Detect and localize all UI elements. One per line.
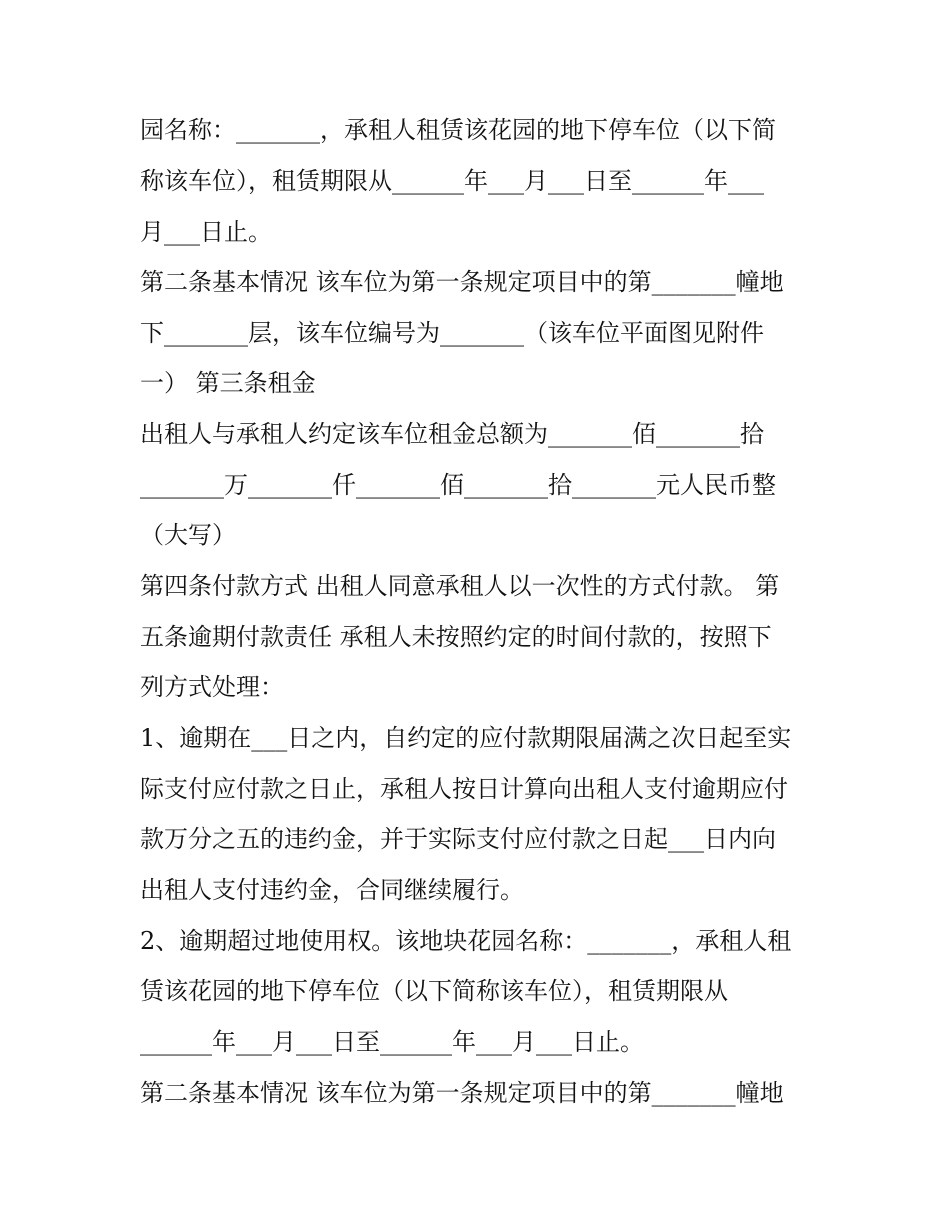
text-line: 园名称：_______，承租人租赁该花园的地下停车位（以下简 (140, 116, 776, 144)
text-line: ______年___月___日至______年___月___日止。 (140, 1028, 644, 1056)
text-line: 第二条基本情况 该车位为第一条规定项目中的第_______幢地 (140, 268, 784, 296)
text-line: 1、逾期在___日之内，自约定的应付款期限届满之次日起至实 (140, 724, 792, 752)
text-line: 赁该花园的地下停车位（以下简称该车位），租赁期限从 (140, 977, 728, 1005)
text-line: 下_______层，该车位编号为_______（该车位平面图见附件 (140, 319, 764, 347)
text-line: 2、逾期超过地使用权。该地块花园名称：_______，承租人租 (140, 927, 792, 955)
text-line: 称该车位），租赁期限从______年___月___日至______年___ (140, 167, 764, 195)
text-line: （大写） (140, 521, 236, 549)
text-line: 五条逾期付款责任 承租人未按照约定的时间付款的，按照下 (140, 623, 772, 651)
text-line: 第二条基本情况 该车位为第一条规定项目中的第_______幢地 (140, 1079, 784, 1107)
text-line: 款万分之五的违约金，并于实际支付应付款之日起___日内向 (140, 825, 776, 853)
text-line: 出租人与承租人约定该车位租金总额为_______佰_______拾 (140, 420, 764, 448)
text-line: 列方式处理： (140, 673, 284, 701)
text-line: 一） 第三条租金 (140, 369, 316, 397)
text-line: _______万_______仟_______佰_______拾_______元人民币整 (140, 471, 776, 499)
text-line: 际支付应付款之日止，承租人按日计算向出租人支付逾期应付 (140, 775, 788, 803)
text-line: 第四条付款方式 出租人同意承租人以一次性的方式付款。 第 (140, 572, 780, 600)
text-line: 月___日止。 (140, 218, 272, 246)
text-line: 出租人支付违约金，合同继续履行。 (140, 876, 524, 904)
